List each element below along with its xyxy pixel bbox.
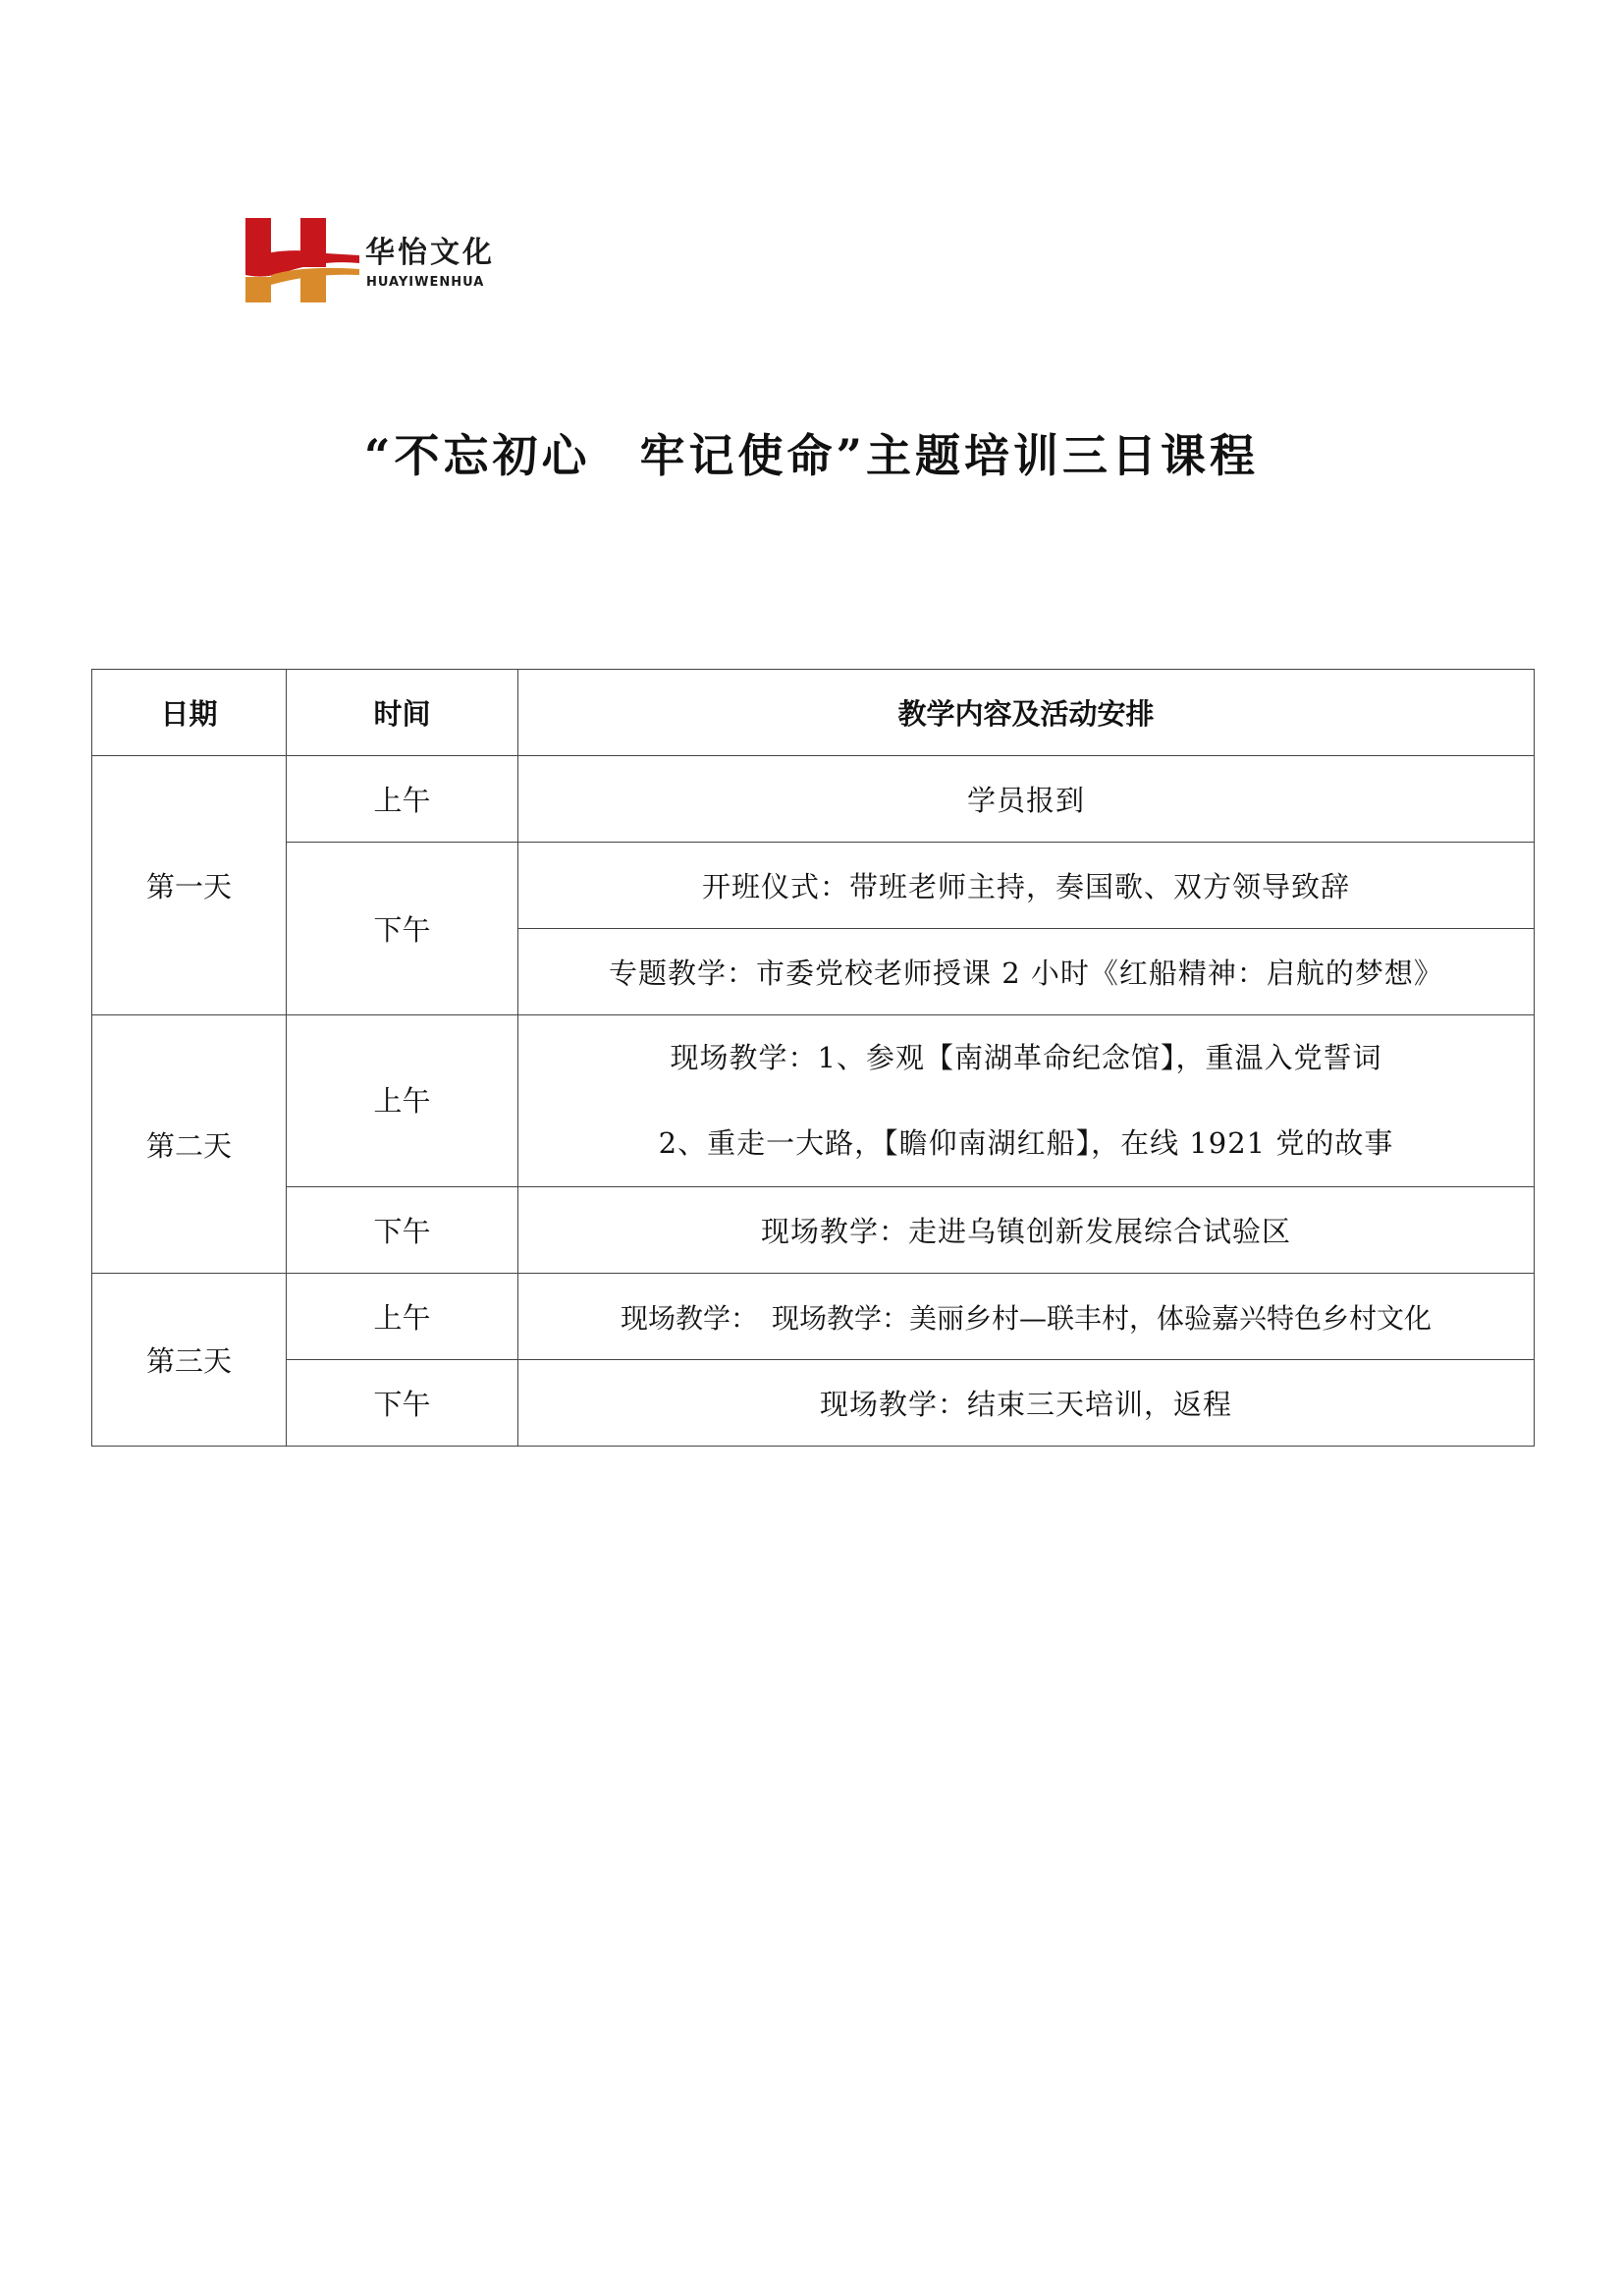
activity-cell: 学员报到 (518, 756, 1535, 843)
activity-cell: 现场教学：走进乌镇创新发展综合试验区 (518, 1187, 1535, 1274)
period-label: 上午 (287, 1015, 518, 1187)
activity-line: 2、重走一大路，【瞻仰南湖红船】，在线 1921 党的故事 (658, 1126, 1394, 1160)
huayi-logo-icon (243, 216, 361, 304)
period-label: 上午 (287, 756, 518, 843)
period-label: 下午 (287, 1360, 518, 1447)
header-date: 日期 (92, 670, 287, 756)
activity-line: 现场教学：1、参观【南湖革命纪念馆】，重温入党誓词 (670, 1041, 1382, 1074)
logo-name-cn: 华怡文化 (365, 236, 495, 270)
table-header-row (92, 670, 1535, 756)
table-row (92, 756, 1535, 843)
header-content: 教学内容及活动安排 (518, 670, 1535, 756)
activity-cell: 专题教学：市委党校老师授课 2 小时《红船精神：启航的梦想》 (518, 929, 1535, 1015)
document-title: “不忘初心 牢记使命”主题培训三日课程 (364, 429, 1259, 482)
header-time: 时间 (287, 670, 518, 756)
company-logo (243, 216, 518, 304)
activity-cell: 现场教学：结束三天培训，返程 (518, 1360, 1535, 1447)
period-label: 下午 (287, 843, 518, 1015)
activity-cell: 现场教学： 现场教学：美丽乡村—联丰村，体验嘉兴特色乡村文化 (518, 1274, 1535, 1360)
day-label: 第二天 (92, 1015, 287, 1274)
day-label: 第三天 (92, 1274, 287, 1447)
period-label: 上午 (287, 1274, 518, 1360)
table-row (92, 1274, 1535, 1360)
activity-cell (518, 1015, 1535, 1187)
table-row (92, 843, 1535, 929)
table-row (92, 1360, 1535, 1447)
period-label: 下午 (287, 1187, 518, 1274)
day-label: 第一天 (92, 756, 287, 1015)
logo-name-en: HUAYIWENHUA (366, 275, 485, 290)
activity-cell: 开班仪式：带班老师主持，奏国歌、双方领导致辞 (518, 843, 1535, 929)
table-row (92, 1187, 1535, 1274)
table-row (92, 1015, 1535, 1187)
schedule-table (91, 669, 1535, 1447)
